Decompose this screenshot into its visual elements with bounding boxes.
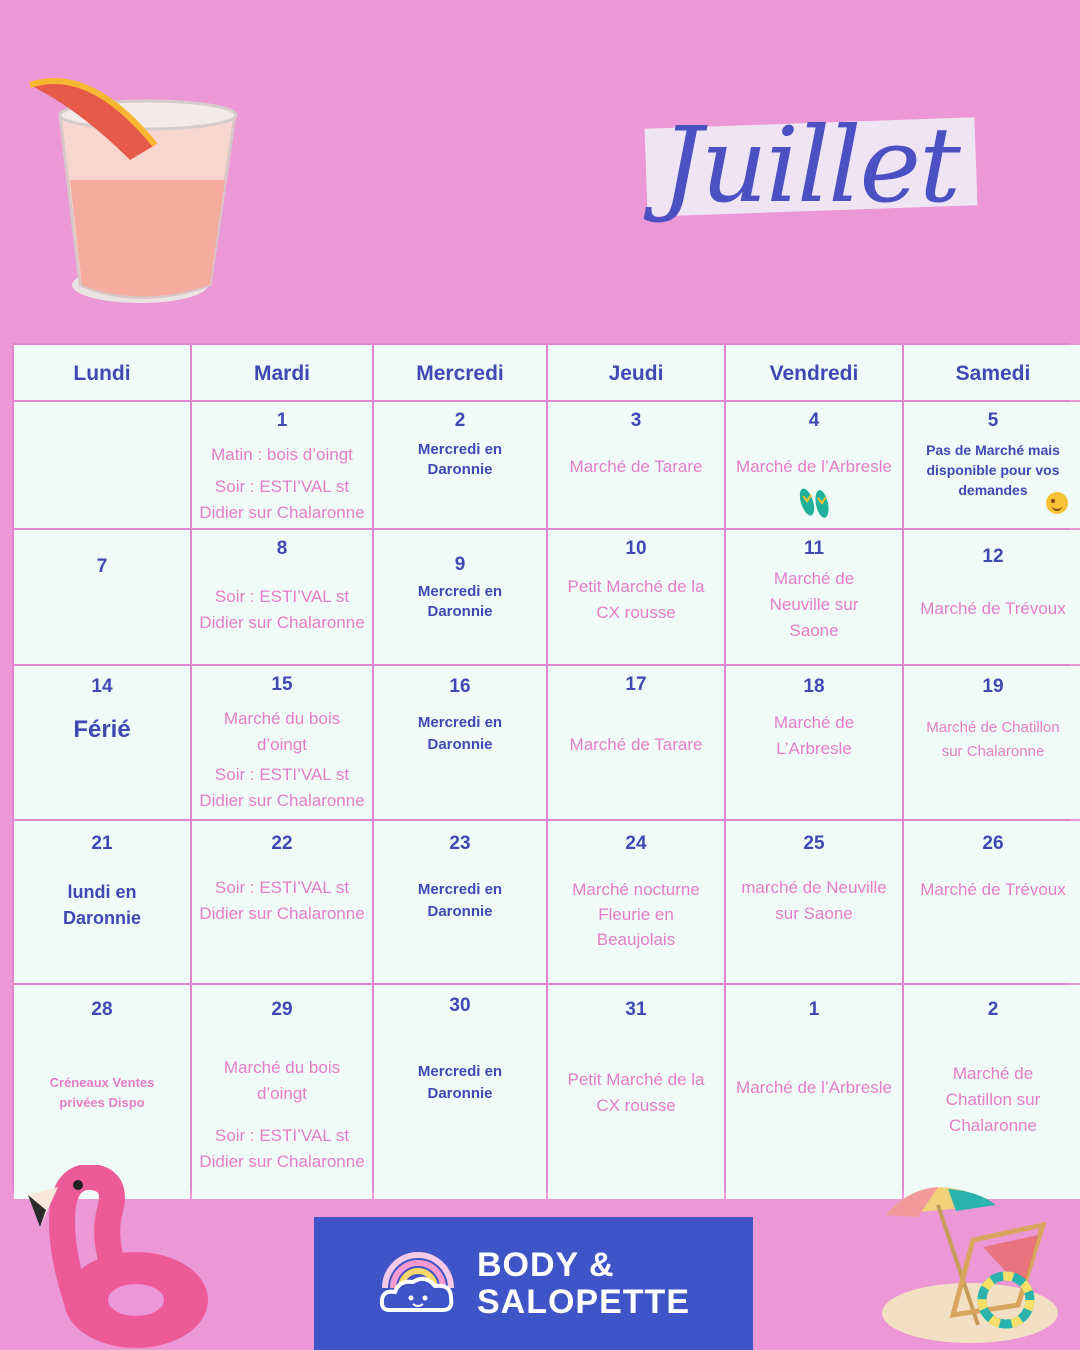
event-text: Marché de Trévoux	[920, 880, 1066, 899]
day-cell	[904, 666, 1080, 819]
day-cell	[14, 666, 190, 819]
day-number: 11	[803, 538, 825, 559]
day-cell	[14, 530, 190, 664]
day-cell	[726, 985, 902, 1199]
brand-line-1: BODY &	[476, 1245, 615, 1284]
event-text: Petit Marché de la CX rousse	[567, 577, 705, 622]
day-number: 7	[96, 556, 108, 577]
day-number: 30	[449, 995, 471, 1016]
event-text: Marché de Chatillon sur Chalaronne	[945, 1064, 1041, 1135]
day-cell	[374, 821, 546, 983]
day-cell	[726, 530, 902, 664]
day-number: 15	[271, 674, 293, 695]
day-cell	[374, 530, 546, 664]
event-text: Soir : ESTI’VAL st Didier sur Chalaronne	[199, 587, 365, 632]
weekday-header: Mardi	[192, 345, 372, 400]
day-cell	[904, 821, 1080, 983]
day-cell	[192, 666, 372, 819]
month-title	[640, 95, 980, 235]
day-number: 5	[987, 410, 999, 431]
wink-emoji-icon	[1046, 492, 1068, 514]
day-cell	[14, 402, 190, 528]
day-number: 9	[454, 554, 466, 575]
weekday-header: Vendredi	[726, 345, 902, 400]
event-text: Marché du bois d’oingt	[223, 709, 341, 754]
day-cell	[192, 530, 372, 664]
day-number: 24	[625, 833, 647, 854]
event-text: Mercredi en Daronnie	[417, 441, 503, 478]
event-text: Créneaux Ventes privées Dispo	[49, 1075, 155, 1110]
day-number: 10	[625, 538, 647, 559]
day-cell	[374, 666, 546, 819]
day-number: 29	[271, 999, 293, 1020]
day-number: 12	[982, 546, 1004, 567]
day-number: 21	[91, 833, 113, 854]
beach-umbrella-icon	[878, 1165, 1063, 1345]
event-text: Mercredi en Daronnie	[417, 1063, 503, 1102]
event-text: Mercredi en Daronnie	[417, 583, 503, 620]
event-text: Mercredi en Daronnie	[417, 881, 503, 920]
day-number: 19	[982, 676, 1004, 697]
day-cell	[374, 985, 546, 1199]
rainbow-cloud-logo-icon	[377, 1248, 459, 1320]
event-text: lundi en Daronnie	[62, 882, 141, 928]
event-text: Marché nocturne Fleurie en Beaujolais	[572, 880, 700, 949]
day-cell	[548, 402, 724, 528]
day-cell	[14, 821, 190, 983]
event-text: Soir : ESTI’VAL st Didier sur Chalaronne	[199, 878, 365, 923]
day-number: 16	[449, 676, 471, 697]
event-text: Matin : bois d’oingt	[211, 445, 353, 464]
event-text: Petit Marché de la CX rousse	[567, 1070, 705, 1115]
weekday-header: Mercredi	[374, 345, 546, 400]
month-title-text: Juillet	[661, 104, 959, 226]
event-text: Marché de l’Arbresle	[736, 1078, 892, 1097]
cocktail-icon	[20, 70, 250, 315]
day-cell	[726, 402, 902, 528]
day-cell	[726, 666, 902, 819]
day-cell	[548, 821, 724, 983]
day-number: 14	[91, 676, 113, 697]
event-text: marché de Neuville sur Saone	[741, 878, 887, 923]
day-cell	[192, 821, 372, 983]
day-number: 22	[271, 833, 293, 854]
brand-line-2: SALOPETTE	[476, 1282, 691, 1321]
day-cell	[548, 666, 724, 819]
event-text: Mercredi en Daronnie	[417, 714, 503, 753]
weekday-header: Samedi	[904, 345, 1080, 400]
event-text: Marché de Trévoux	[920, 599, 1066, 618]
event-text: Soir : ESTI’VAL st Didier sur Chalaronne	[199, 1126, 365, 1171]
day-cell	[904, 402, 1080, 528]
flamingo-float-icon	[18, 1165, 208, 1350]
brand-name	[477, 1247, 690, 1321]
day-cell	[548, 530, 724, 664]
day-number: 31	[625, 999, 647, 1020]
day-number: 1	[808, 999, 820, 1020]
weekday-header: Jeudi	[548, 345, 724, 400]
day-cell	[904, 530, 1080, 664]
event-text: Soir : ESTI’VAL st Didier sur Chalaronne	[199, 765, 365, 810]
day-number: 3	[630, 410, 642, 431]
day-number: 26	[982, 833, 1004, 854]
event-text: Marché de Neuville sur Saone	[769, 569, 859, 640]
event-text: Marché de Chatillon sur Chalaronne	[926, 719, 1060, 760]
brand-banner	[314, 1217, 753, 1350]
day-cell	[726, 821, 902, 983]
day-cell	[192, 402, 372, 528]
day-number: 8	[276, 538, 288, 559]
event-text: Marché de Tarare	[569, 457, 703, 476]
event-text: Marché de Tarare	[569, 735, 703, 754]
day-cell	[374, 402, 546, 528]
day-number: 28	[91, 999, 113, 1020]
day-cell	[548, 985, 724, 1199]
event-text: Pas de Marché mais disponible pour vos demandes	[926, 442, 1060, 498]
event-text: Marché de l’Arbresle	[736, 457, 892, 476]
event-text: Soir : ESTI’VAL st Didier sur Chalaronne	[199, 477, 365, 522]
day-number: 2	[454, 410, 466, 431]
day-cell	[192, 985, 372, 1199]
holiday-label: Férié	[73, 716, 131, 743]
day-number: 18	[803, 676, 825, 697]
day-number: 25	[803, 833, 825, 854]
day-number: 17	[625, 674, 647, 695]
event-text: Marché du bois d’oingt	[223, 1058, 341, 1103]
flip-flops-icon	[794, 482, 834, 522]
day-number: 4	[808, 410, 820, 431]
day-number: 1	[276, 410, 288, 431]
calendar-grid	[12, 343, 1070, 1191]
weekday-header: Lundi	[14, 345, 190, 400]
event-text: Marché de L’Arbresle	[773, 713, 855, 758]
day-number: 2	[987, 999, 999, 1020]
day-number: 23	[449, 833, 471, 854]
